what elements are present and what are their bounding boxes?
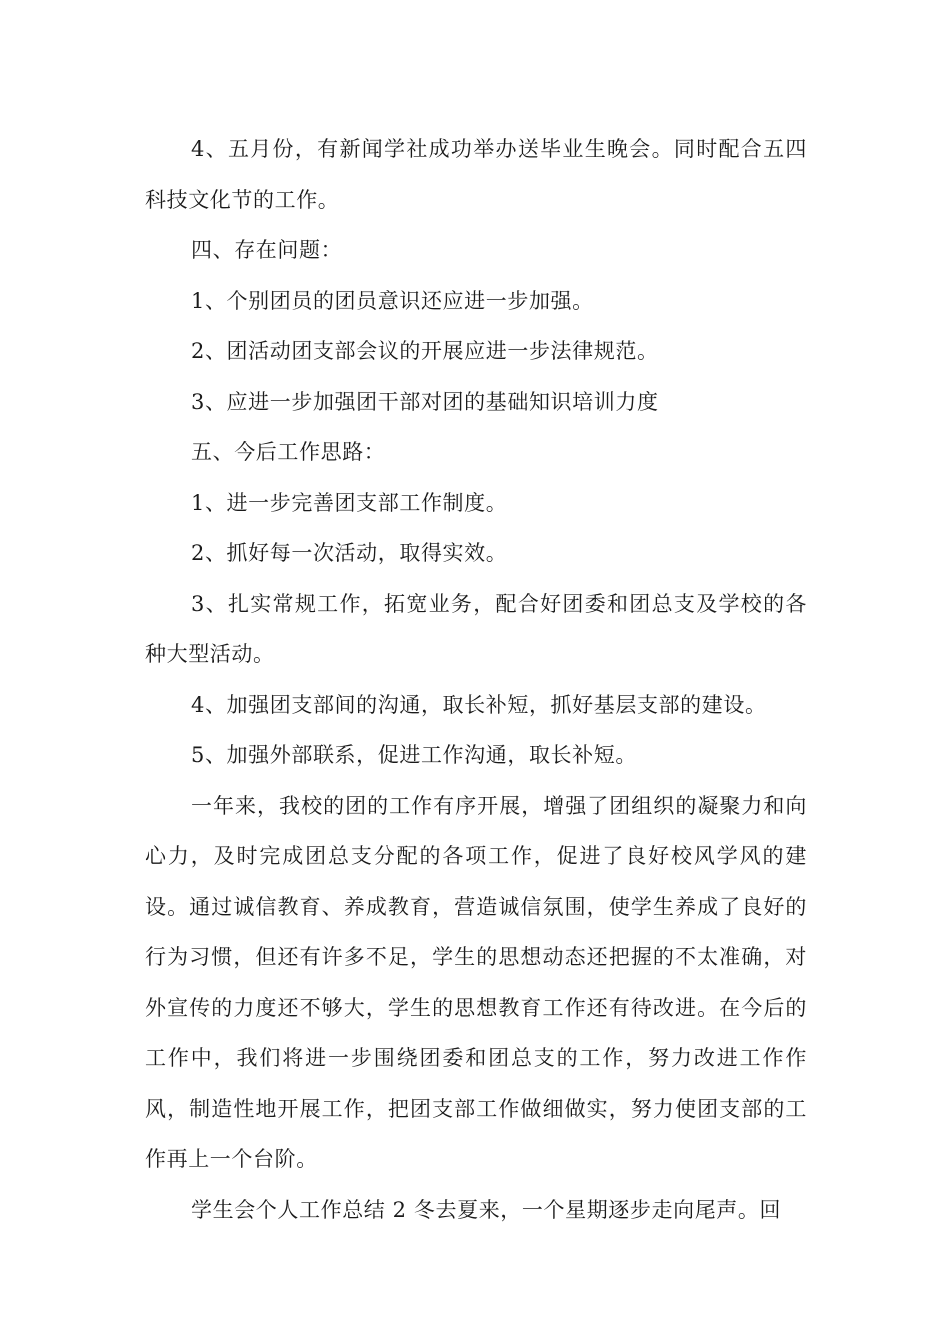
problem-item-3: 3、应进一步加强团干部对团的基础知识培训力度 [191, 389, 659, 414]
heading-existing-problems: 四、存在问题： [191, 238, 343, 262]
document-body [145, 124, 807, 1235]
problem-item-1: 1、个别团员的团员意识还应进一步加强。 [191, 288, 594, 313]
plan-item-4: 4、加强团支部间的沟通，取长补短，抓好基层支部的建设。 [191, 692, 767, 717]
next-section-start: 学生会个人工作总结 2 冬去夏来，一个星期逐步走向尾声。回 [191, 1197, 782, 1222]
problem-item-2: 2、团活动团支部会议的开展应进一步法律规范。 [191, 339, 659, 363]
plan-item-1: 1、进一步完善团支部工作制度。 [191, 490, 508, 515]
plan-item-3: 3、扎实常规工作，拓宽业务，配合好团委和团总支及学校的各种大型活动。 [145, 591, 807, 666]
summary-paragraph: 一年来，我校的团的工作有序开展，增强了团组织的凝聚力和向心力，及时完成团总支分配的各项工作，促进了良好校风学风的建设。通过诚信教育、养成教育，营造诚信氛围，使学生养成了良好的行为习惯，但还有许多不足，学生的思想动态还把握的不太准确，对外宣传的力度还不够大，学生的思想教育工作还有待改进。在今后的工作中，我们将进一步围绕团委和团总支的工作，努力改进工作作风，制造性地开展工作，把团支部工作做细做实，努力使团支部的工作再上一个台阶。 [145, 793, 807, 1171]
paragraph-may-activities: 4、五月份，有新闻学社成功举办送毕业生晚会。同时配合五四科技文化节的工作。 [145, 137, 807, 212]
heading-future-plans: 五、今后工作思路： [191, 440, 386, 464]
plan-item-5: 5、加强外部联系，促进工作沟通，取长补短。 [191, 743, 637, 767]
plan-item-2: 2、抓好每一次活动，取得实效。 [191, 541, 508, 565]
